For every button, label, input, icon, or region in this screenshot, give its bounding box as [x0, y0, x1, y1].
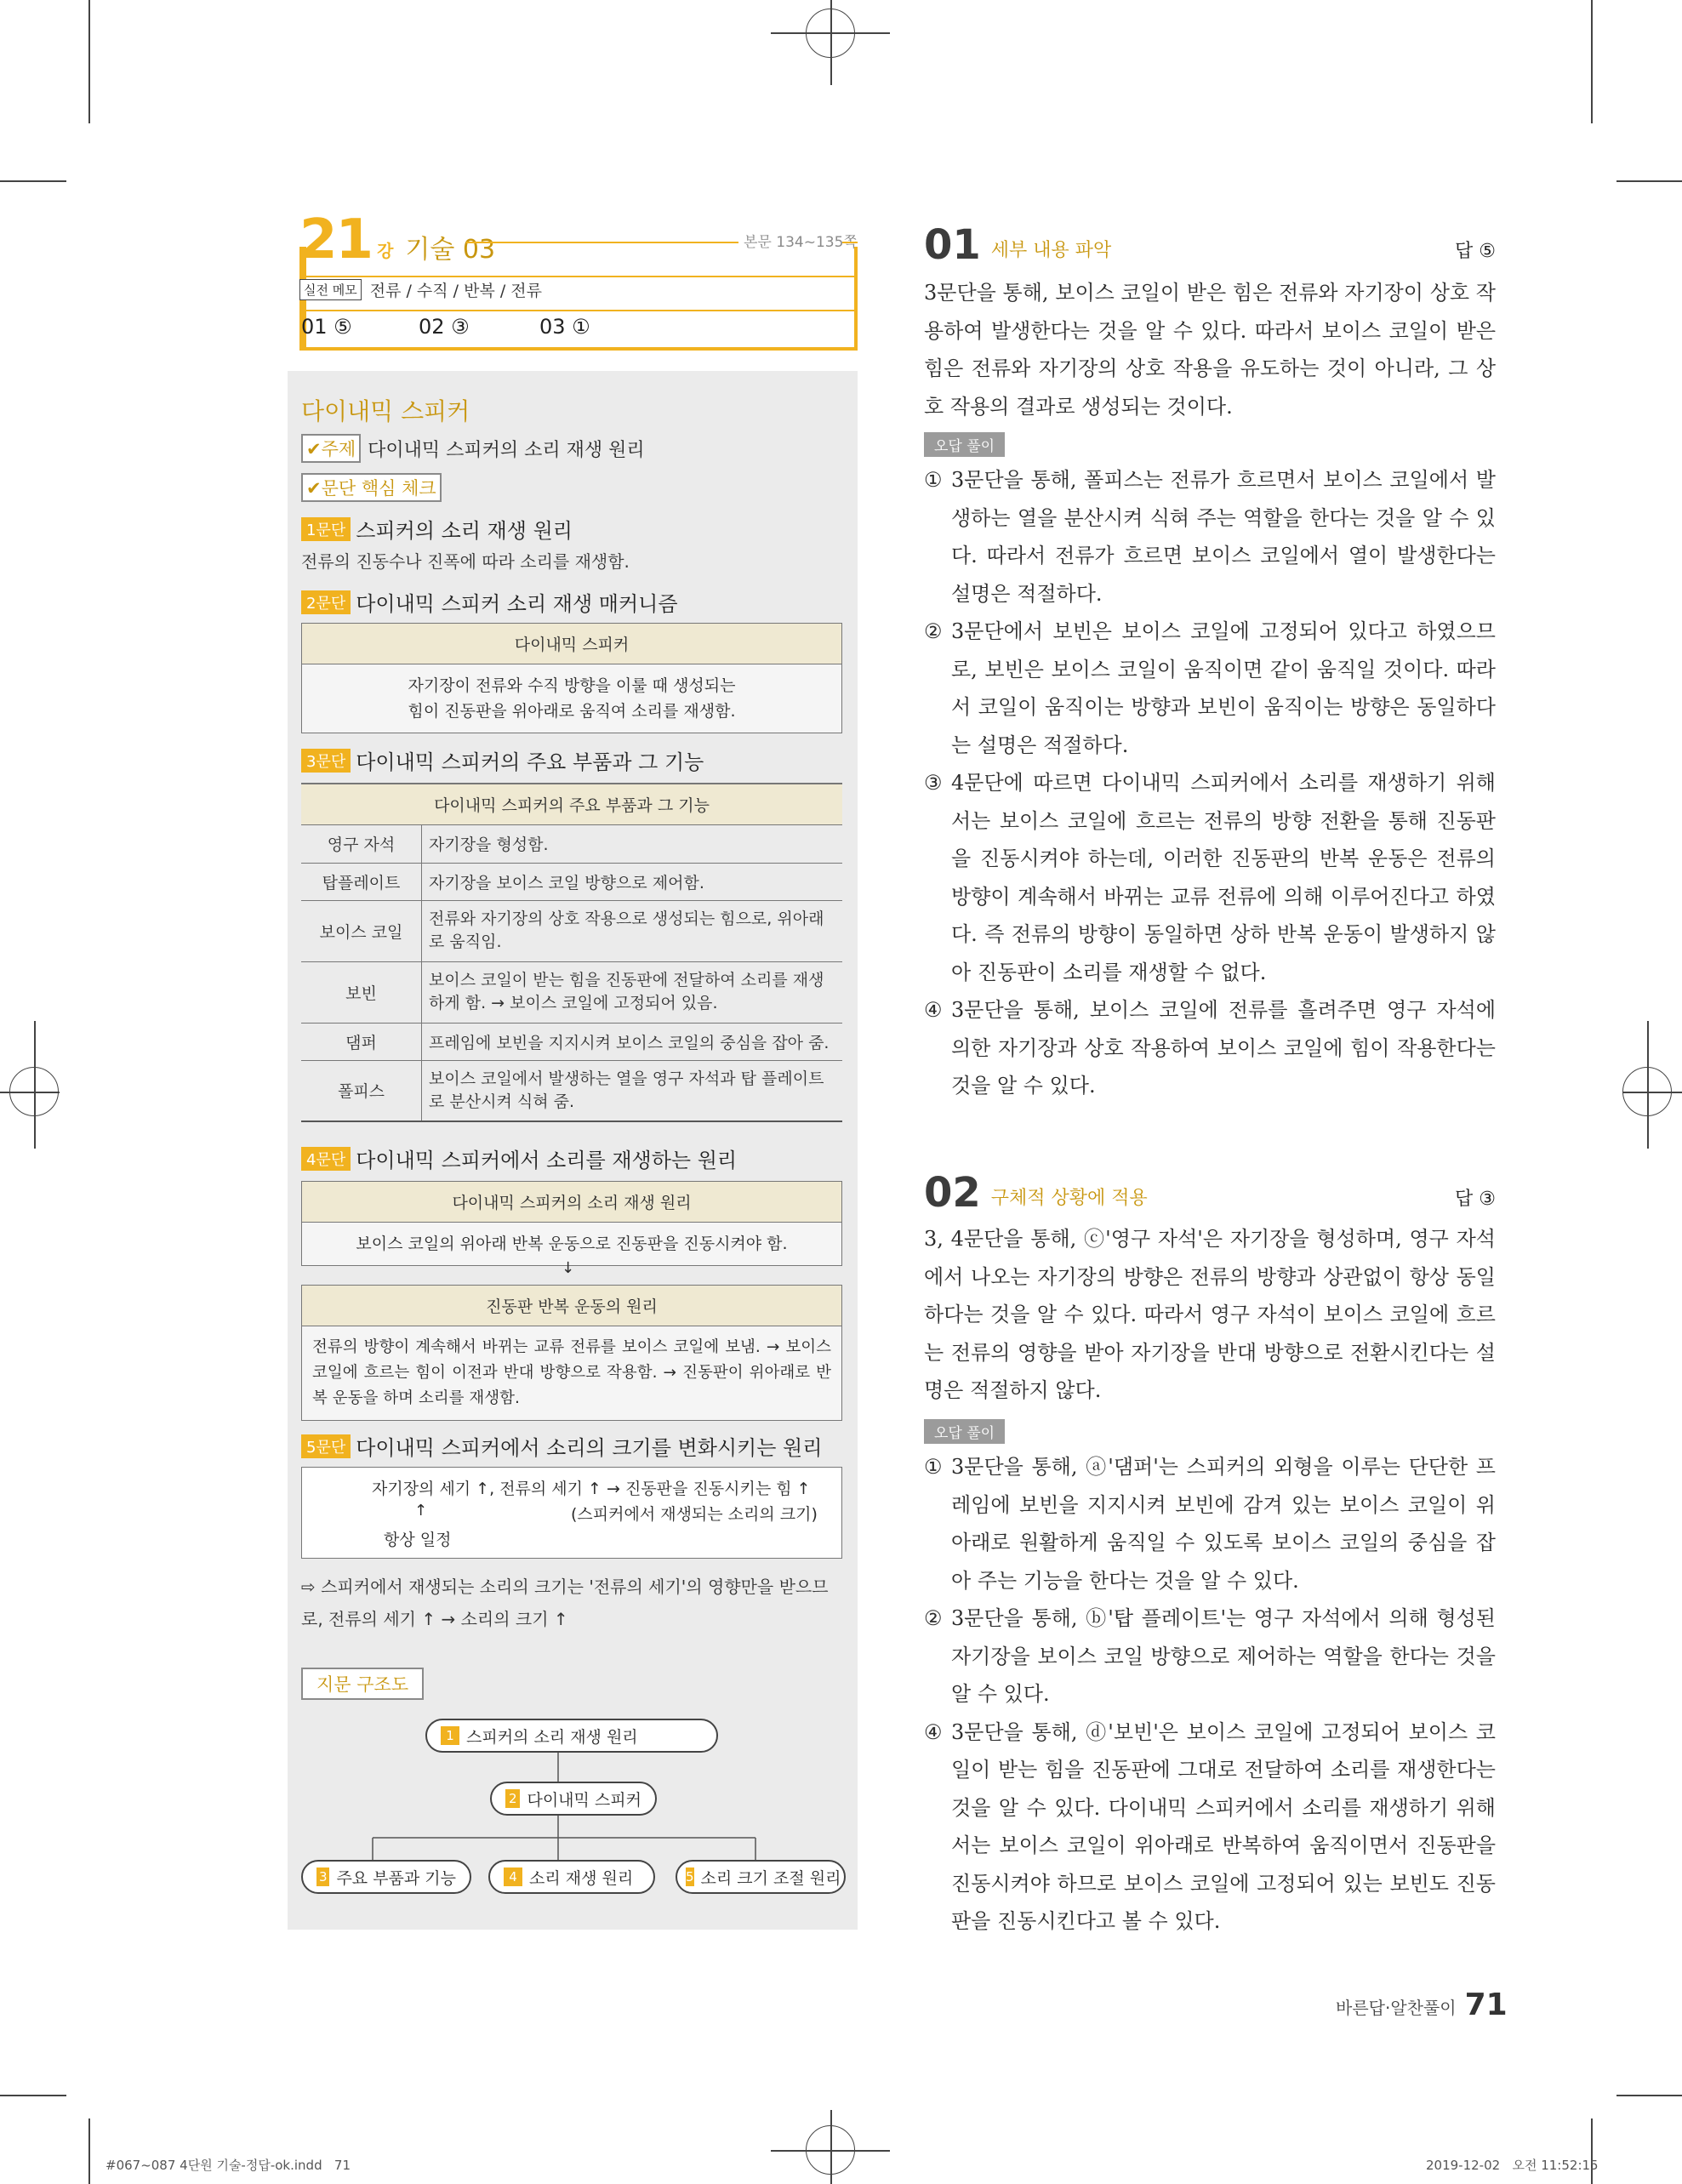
part-desc: 프레임에 보빈을 지지시켜 보이스 코일의 중심을 잡아 줌.	[422, 1023, 843, 1060]
structure-node-1	[425, 1719, 718, 1753]
part-desc: 자기장을 보이스 코일 방향으로 제어함.	[422, 863, 843, 900]
print-date: 2019-12-02 오전 11:52:15	[1426, 2158, 1599, 2173]
list-item	[924, 1600, 1496, 1714]
q1-title: 세부 내용 파악	[990, 240, 1112, 261]
list-item	[924, 613, 1496, 764]
item-mark: ①	[924, 1455, 943, 1479]
p5-box	[301, 1467, 842, 1559]
q2-title: 구체적 상황에 적용	[990, 1188, 1148, 1209]
q2-body: 3, 4문단을 통해, ⓒ'영구 자석'은 자기장을 형성하며, 영구 자석에서 나오는 자기장의 방향은 전류의 방향과 상관없이 항상 동일하다는 것을 알 수 있다. 따라서 영구 자석이 보이스 코일에 흐르는 전류의 영향을 받아 자기장을 반대 방향으로 전환시킨다는 설명은 적절하지 않다.	[924, 1227, 1496, 1402]
list-item	[924, 991, 1496, 1105]
p2-box	[301, 623, 842, 733]
chapter-title: 기술 03	[405, 235, 496, 265]
q2-odap	[924, 1419, 1005, 1444]
structure-node-5	[676, 1860, 846, 1894]
q1-odap-label: 오답 풀이	[924, 432, 1005, 457]
item-text: 3문단을 통해, ⓐ'댐퍼'는 스피커의 외형을 이루는 단단한 프레임에 보빈을 지지시켜 보빈에 감겨 있는 보이스 코일이 위아래로 원활하게 움직일 수 있도록 보이스 코일의 중심을 잡아 주는 기능을 한다는 것을 알 수 있다.	[951, 1455, 1496, 1593]
part-name: 보이스 코일	[301, 900, 422, 961]
p5-line: 자기장의 세기 ↑, 전류의 세기 ↑ → 진동판을 진동시키는 힘 ↑	[372, 1480, 811, 1498]
item-mark: ②	[924, 1606, 943, 1630]
node-label: 다이내믹 스피커	[527, 1790, 641, 1810]
p5-heading	[301, 1431, 822, 1461]
crop-mark	[1616, 180, 1682, 182]
crop-mark	[88, 0, 90, 123]
p2-box-body	[302, 664, 841, 733]
registration-mark	[1622, 1067, 1672, 1116]
part-desc: 보이스 코일이 받는 힘을 진동판에 전달하여 소리를 재생하게 함. → 보이스 코일에 고정되어 있음.	[422, 961, 843, 1023]
q1-number: 01	[924, 221, 981, 269]
item-mark: ①	[924, 468, 943, 492]
q2-items	[924, 1448, 1496, 1941]
p1-heading	[301, 514, 573, 544]
page-footer	[1336, 1987, 1508, 2022]
node-label: 소리 크기 조절 원리	[700, 1868, 841, 1888]
p4-box1-head: 다이내믹 스피커의 소리 재생 원리	[302, 1182, 841, 1223]
p1-title: 스피커의 소리 재생 원리	[356, 519, 573, 543]
crop-mark	[1591, 2118, 1593, 2184]
list-item	[924, 1714, 1496, 1941]
p2-title: 다이내믹 스피커 소리 재생 매커니즘	[356, 592, 678, 616]
answer-2: 02 ③	[419, 315, 470, 339]
crop-mark	[1591, 0, 1593, 123]
node-number: 1	[441, 1726, 459, 1745]
p2-box-line: 자기장이 전류와 수직 방향을 이룰 때 생성되는	[408, 676, 736, 695]
registration-mark	[9, 1067, 59, 1116]
node-number: 3	[316, 1868, 329, 1886]
part-name: 폴피스	[301, 1060, 422, 1121]
crop-mark	[88, 2118, 90, 2184]
page-number: 71	[1464, 1987, 1508, 2022]
part-desc: 자기장을 형성함.	[422, 825, 843, 863]
table-row	[301, 1023, 842, 1060]
item-text: 3문단을 통해, 보이스 코일에 전류를 흘려주면 영구 자석에 의한 자기장과 상호 작용하여 보이스 코일에 힘이 작용한다는 것을 알 수 있다.	[951, 998, 1496, 1098]
item-mark: ④	[924, 1719, 943, 1744]
table-row	[301, 863, 842, 900]
parts-table-head: 다이내믹 스피커의 주요 부품과 그 기능	[301, 783, 842, 825]
topic-text: 다이내믹 스피커의 소리 재생 원리	[368, 439, 645, 461]
crop-mark	[0, 2095, 66, 2096]
q1-answer: 답 ⑤	[1455, 241, 1496, 262]
p4-box1-body: 보이스 코일의 위아래 반복 운동으로 진동판을 진동시켜야 함.	[302, 1223, 841, 1265]
item-mark: ③	[924, 771, 943, 795]
structure-node-4	[488, 1860, 655, 1894]
p4-box2	[301, 1285, 842, 1421]
topic-row	[301, 434, 645, 463]
p4-box2-body: 전류의 방향이 계속해서 바뀌는 교류 전류를 보이스 코일에 보냄. → 보이스 코일에 흐르는 힘이 이전과 반대 방향으로 작용함. → 진동판이 위아래로 반복 운동을 하며 소리를 재생함.	[302, 1326, 841, 1420]
crop-mark	[0, 180, 66, 182]
p5-up-arrow: ↑	[414, 1502, 428, 1520]
p4-title: 다이내믹 스피커에서 소리를 재생하는 원리	[356, 1149, 738, 1172]
p5-conclusion: ⇨ 스피커에서 재생되는 소리의 크기는 '전류의 세기'의 영향만을 받으므로, 전류의 세기 ↑ → 소리의 크기 ↑	[301, 1577, 829, 1629]
answer-rule	[299, 310, 858, 311]
q2-number: 02	[924, 1169, 981, 1217]
p5-tag: 5문단	[301, 1434, 351, 1458]
structure-node-2	[490, 1782, 657, 1816]
p1-text: 전류의 진동수나 진폭에 따라 소리를 재생함.	[301, 551, 630, 572]
p1-tag: 1문단	[301, 517, 351, 541]
chapter-suffix: 강	[377, 241, 394, 261]
p5-title: 다이내믹 스피커에서 소리의 크기를 변화시키는 원리	[356, 1436, 823, 1460]
list-item	[924, 461, 1496, 613]
p4-box1	[301, 1181, 842, 1266]
memo-text: 전류 / 수직 / 반복 / 전류	[369, 282, 543, 300]
registration-mark	[806, 9, 855, 58]
p4-box2-head: 진동판 반복 운동의 원리	[302, 1286, 841, 1326]
p2-box-line: 힘이 진동판을 위아래로 움직여 소리를 재생함.	[408, 702, 736, 721]
item-text: 3문단을 통해, ⓑ'탑 플레이트'는 영구 자석에서 의해 형성된 자기장을 보이스 코일 방향으로 제어하는 역할을 한다는 것을 알 수 있다.	[951, 1606, 1496, 1706]
answer-1: 01 ⑤	[301, 315, 352, 339]
header-rule	[466, 242, 738, 243]
node-label: 소리 재생 원리	[529, 1868, 634, 1888]
node-number: 5	[686, 1869, 694, 1885]
chapter-number: 21	[299, 208, 373, 271]
check-label: ✔문단 핵심 체크	[301, 473, 442, 502]
parts-table	[301, 783, 842, 1122]
q1-odap	[924, 432, 1005, 457]
p2-box-head: 다이내믹 스피커	[302, 624, 841, 664]
part-name: 탑플레이트	[301, 863, 422, 900]
item-text: 4문단에 따르면 다이내믹 스피커에서 소리를 재생하기 위해서는 보이스 코일에 흐르는 전류의 방향 전환을 통해 진동판을 진동시켜야 하는데, 이러한 진동판의 반복 운동은 전류의 방향이 계속해서 바뀌는 교류 전류에 의해 이루어진다고 하였다. 즉 전류의 방향이 동일하면 상하 반복 운동이 발생하지 않아 진동판이 소리를 재생할 수 없다.	[951, 771, 1496, 984]
table-row	[301, 900, 842, 961]
answer-3: 03 ①	[539, 315, 590, 339]
item-text: 3문단을 통해, ⓓ'보빈'은 보이스 코일에 고정되어 보이스 코일이 받는 힘을 진동판에 그대로 전달하여 소리를 재생한다는 것을 알 수 있다. 다이내믹 스피커에서 소리를 재생하기 위해서는 보이스 코일이 위아래로 반복하여 움직이면서 진동판을 진동시켜야 하므로 보이스 코일에 고정되어 있는 보빈도 진동판을 진동시킨다고 볼 수 있다.	[951, 1719, 1496, 1933]
structure-label: 지문 구조도	[301, 1668, 424, 1700]
page-ref: 본문 134~135쪽	[744, 234, 858, 251]
part-name: 댐퍼	[301, 1023, 422, 1060]
parts-table-body	[301, 825, 842, 1122]
part-name: 영구 자석	[301, 825, 422, 863]
p4-heading	[301, 1143, 737, 1173]
table-row	[301, 961, 842, 1023]
item-mark: ②	[924, 619, 943, 643]
node-label: 주요 부품과 기능	[336, 1868, 456, 1888]
part-desc: 보이스 코일에서 발생하는 열을 영구 자석과 탑 플레이트로 분산시켜 식혀 줌.	[422, 1060, 843, 1121]
q1-body: 3문단을 통해, 보이스 코일이 받은 힘은 전류와 자기장이 상호 작용하여 발생한다는 것을 알 수 있다. 따라서 보이스 코일이 받은 힘은 전류와 자기장의 상호 작용을 유도하는 것이 아니라, 그 상호 작용의 결과로 생성되는 것이다.	[924, 281, 1496, 419]
down-arrow: ↓	[562, 1259, 575, 1277]
header-rule	[842, 242, 858, 243]
registration-mark	[806, 2125, 855, 2175]
q1-heading	[924, 221, 1112, 269]
p2-heading	[301, 587, 678, 617]
node-number: 4	[504, 1868, 522, 1886]
book-label: 바른답·알찬풀이	[1336, 1998, 1457, 2018]
p5-const: 항상 일정	[384, 1531, 452, 1549]
memo-rule	[299, 276, 858, 277]
crop-mark	[1616, 2095, 1682, 2096]
p5-paren: (스피커에서 재생되는 소리의 크기)	[571, 1505, 818, 1524]
p3-heading	[301, 745, 704, 775]
structure-node-3	[301, 1860, 471, 1894]
check-row	[301, 473, 442, 502]
structure-label-wrap	[301, 1668, 424, 1700]
p3-tag: 3문단	[301, 749, 351, 773]
topic-label: ✔주제	[301, 434, 361, 463]
part-name: 보빈	[301, 961, 422, 1023]
file-info: #067~087 4단원 기술-정답-ok.indd 71	[105, 2158, 351, 2173]
part-desc: 전류와 자기장의 상호 작용으로 생성되는 힘으로, 위아래로 움직임.	[422, 900, 843, 961]
node-label: 스피커의 소리 재생 원리	[466, 1727, 638, 1747]
p2-tag: 2문단	[301, 590, 351, 614]
q2-odap-label: 오답 풀이	[924, 1419, 1005, 1444]
memo-row	[299, 278, 542, 301]
node-number: 2	[505, 1789, 520, 1808]
memo-label: 실전 메모	[299, 279, 362, 300]
item-text: 3문단을 통해, 폴피스는 전류가 흐르면서 보이스 코일에서 발생하는 열을 분산시켜 식혀 주는 역할을 한다는 것을 알 수 있다. 따라서 전류가 흐르면 보이스 코일에서 열이 발생한다는 설명은 적절하다.	[951, 468, 1496, 606]
q1-items	[924, 461, 1496, 1105]
p3-title: 다이내믹 스피커의 주요 부품과 그 기능	[356, 750, 704, 774]
summary-title: 다이내믹 스피커	[301, 397, 470, 425]
q2-heading	[924, 1169, 1148, 1217]
item-text: 3문단에서 보빈은 보이스 코일에 고정되어 있다고 하였으므로, 보빈은 보이스 코일이 움직이면 같이 움직일 것이다. 따라서 코일이 움직이는 방향과 보빈이 움직이는 방향은 동일하다는 설명은 적절하다.	[951, 619, 1496, 757]
q2-answer: 답 ③	[1455, 1189, 1496, 1210]
list-item	[924, 764, 1496, 991]
table-row	[301, 825, 842, 863]
p4-tag: 4문단	[301, 1147, 351, 1171]
table-row	[301, 1060, 842, 1121]
item-mark: ④	[924, 998, 943, 1022]
list-item	[924, 1448, 1496, 1600]
